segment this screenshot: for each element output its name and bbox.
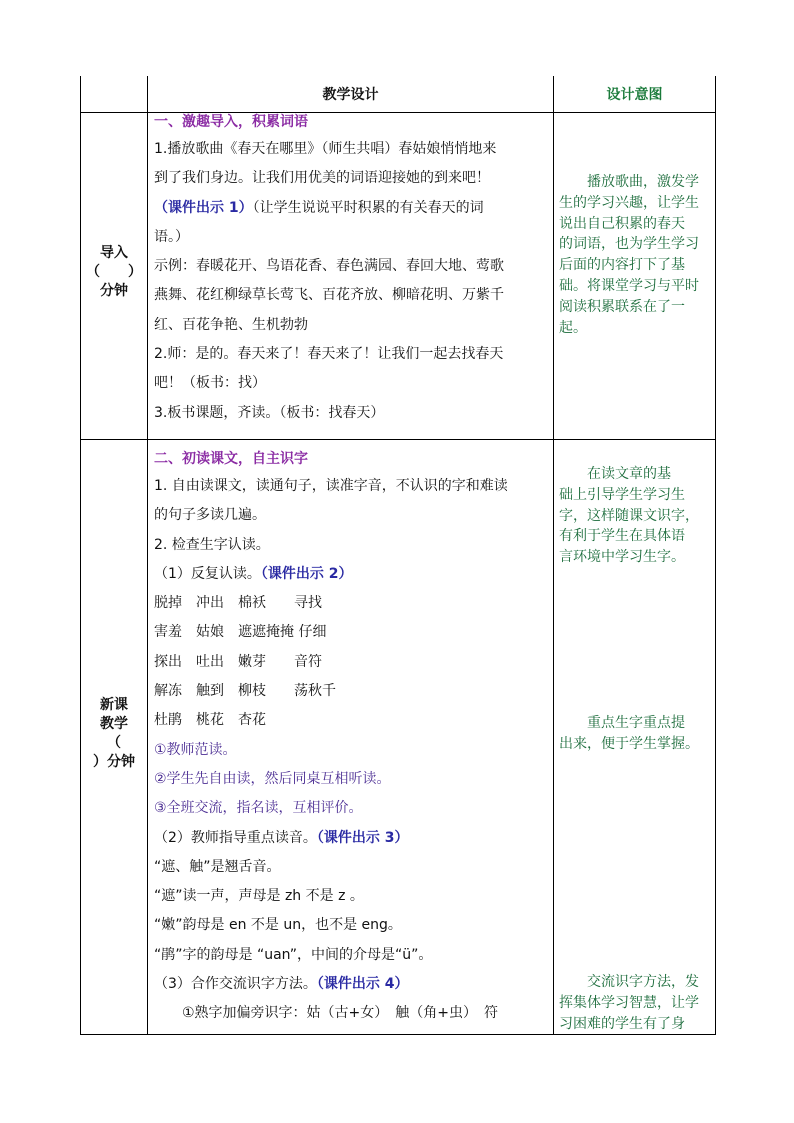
- text-line: “遮”读一声，声母是 zh 不是 z 。: [154, 888, 364, 905]
- step-line: ③全班交流，指名读，互相评价。: [154, 800, 363, 817]
- header-intent: 设计意图: [606, 87, 663, 103]
- section1-title: 一、激趣导入，积累词语: [154, 114, 308, 130]
- header-design: 教学设计: [322, 87, 379, 103]
- section1-label-line: （ ）: [86, 264, 142, 280]
- column-divider-2: [553, 76, 554, 1034]
- text-line: “嫩”韵母是 en 不是 un，也不是 eng。: [154, 917, 402, 934]
- text-line: 语。）: [154, 228, 189, 245]
- word-row: 探出 吐出 嫩芽 音符: [154, 653, 322, 670]
- text-line: 到了我们身边。让我们用优美的词语迎接她的到来吧！: [154, 170, 490, 187]
- section2-note-2: [559, 713, 715, 755]
- text-line: “鹃”字的韵母是 “uan”，中间的介母是“ü”。: [154, 946, 433, 963]
- section1-label-line: 分钟: [100, 283, 128, 299]
- note-line: 言环境中学习生字。: [559, 549, 685, 566]
- note-line: 说出自己积累的春天: [559, 215, 685, 232]
- text-line: 2. 检查生字认读。: [154, 536, 270, 553]
- note-line: 础上引导学生学习生: [559, 486, 685, 503]
- note-line: 生的学习兴趣，让学生: [559, 194, 699, 211]
- text-line: （让学生说说平时积累的有关春天的词: [252, 199, 484, 216]
- courseware-tag: （课件出示 3）: [316, 829, 409, 846]
- text-line: 的句子多读几遍。: [154, 507, 266, 524]
- column-divider-1: [147, 76, 148, 1034]
- text-line: 2.师：是的。春天来了！春天来了！让我们一起去找春天: [154, 346, 504, 363]
- note-line: 习困难的学生有了身: [559, 1015, 685, 1032]
- note-line: 出来，便于学生掌握。: [559, 735, 699, 752]
- lesson-plan-table: [80, 76, 716, 1035]
- section2-label-line: ）分钟: [93, 754, 135, 770]
- section2-content: [154, 447, 552, 1029]
- section1-label: [81, 244, 147, 301]
- note-line: 起。: [559, 319, 587, 336]
- text-line: ①熟字加偏旁识字：姑（古+女） 触（角+虫） 符: [154, 1005, 499, 1022]
- section2-note-1: [559, 464, 715, 568]
- section1-note: [559, 172, 715, 338]
- courseware-tag: （课件出示 4）: [316, 976, 409, 993]
- step-line: ①教师范读。: [154, 741, 237, 758]
- section1-label-line: 导入: [100, 245, 128, 261]
- text-line: （2）教师指导重点读音。: [154, 829, 317, 846]
- section2-label-line: 教学: [100, 716, 128, 732]
- note-line: 在读文章的基: [559, 466, 671, 482]
- text-line: 红、百花争艳、生机勃勃: [154, 316, 308, 333]
- section2-label: [81, 696, 147, 772]
- note-line: 有利于学生在具体语: [559, 528, 685, 545]
- section2-note-3: [559, 972, 715, 1034]
- note-line: 础。将课堂学习与平时: [559, 277, 699, 294]
- section2-label-line: 新课: [100, 697, 128, 713]
- word-row: 杜鹃 桃花 杏花: [154, 712, 266, 729]
- row-divider-section: [81, 439, 715, 440]
- note-line: 挥集体学习智慧，让学: [559, 994, 699, 1011]
- step-line: ②学生先自由读，然后同桌互相听读。: [154, 770, 391, 787]
- text-line: 1. 自由读课文，读通句子，读准字音，不认识的字和难读: [154, 478, 508, 494]
- text-line: （3）合作交流识字方法。: [154, 976, 317, 993]
- note-line: 的词语，也为学生学习: [559, 236, 699, 253]
- text-line: 1.播放歌曲《春天在哪里》（师生共唱）春姑娘悄悄地来: [154, 141, 497, 157]
- note-line: 字，这样随课文识字，: [559, 507, 699, 524]
- word-row: 解冻 触到 柳枝 荡秋千: [154, 683, 336, 700]
- text-line: 吧！（板书：找）: [154, 375, 266, 392]
- text-line: 3.板书课题，齐读。（板书：找春天）: [154, 404, 385, 421]
- word-row: 脱掉 冲出 棉袄 寻找: [154, 595, 322, 612]
- note-line: 重点生字重点提: [559, 715, 685, 731]
- courseware-tag: （课件出示 2）: [260, 565, 353, 582]
- text-line: “遮、触”是翘舌音。: [154, 858, 281, 875]
- text-line: 燕舞、花红柳绿草长莺飞、百花齐放、柳暗花明、万紫千: [154, 287, 504, 304]
- section2-title: 二、初读课文，自主识字: [154, 451, 308, 467]
- text-line: （1）反复认读。: [154, 565, 261, 582]
- note-line: 阅读积累联系在了一: [559, 298, 685, 315]
- note-line: 交流识字方法，发: [559, 974, 699, 990]
- courseware-tag: （课件出示 1）: [154, 199, 253, 216]
- note-line: 后面的内容打下了基: [559, 257, 685, 274]
- note-line: 播放歌曲，激发学: [559, 174, 699, 190]
- section2-label-line: （: [107, 735, 121, 751]
- section1-content: [154, 110, 552, 428]
- text-line: 示例：春暖花开、鸟语花香、春色满园、春回大地、莺歌: [154, 258, 504, 275]
- word-row: 害羞 姑娘 遮遮掩掩 仔细: [154, 624, 327, 641]
